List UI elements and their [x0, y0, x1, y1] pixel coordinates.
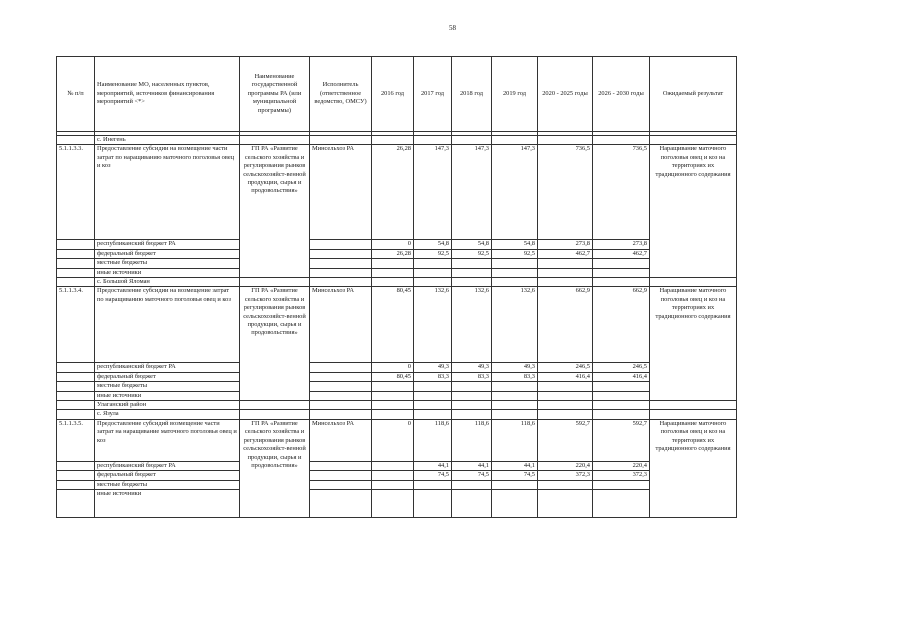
- settlement-name: с. Большой Яломан: [95, 278, 240, 287]
- value-2016: 26,28: [372, 145, 414, 240]
- executor: Минсельхоз РА: [310, 419, 372, 461]
- source-label: местные бюджеты: [95, 259, 240, 268]
- source-row: [57, 461, 737, 470]
- program-name: ГП РА «Развитие сельского хозяйства и регулирования рынков сельскохозяйст-венной продукции, сырья и продовольствия»: [240, 287, 310, 401]
- settlement-row: [57, 136, 737, 145]
- header-2018: 2018 год: [452, 57, 492, 132]
- value-2019: 147,3: [492, 145, 538, 240]
- source-row: [57, 363, 737, 372]
- source-value: 26,28: [372, 249, 414, 258]
- source-label: республиканский бюджет РА: [95, 461, 240, 470]
- source-label: иные источники: [95, 268, 240, 277]
- source-value: [372, 461, 414, 470]
- source-row: [57, 268, 737, 277]
- value-2019: 132,6: [492, 287, 538, 363]
- source-value: 220,4: [538, 461, 593, 470]
- settlement-row: [57, 278, 737, 287]
- source-value: 83,3: [452, 372, 492, 381]
- measure-num: 5.1.1.3.5.: [57, 419, 95, 461]
- executor: Минсельхоз РА: [310, 145, 372, 240]
- source-value: 83,3: [414, 372, 452, 381]
- source-label: местные бюджеты: [95, 480, 240, 489]
- source-label: федеральный бюджет: [95, 249, 240, 258]
- source-value: 74,5: [492, 471, 538, 480]
- source-value: 273,8: [593, 240, 650, 249]
- header-row: [57, 57, 737, 132]
- source-value: 462,7: [593, 249, 650, 258]
- source-value: 49,3: [492, 363, 538, 372]
- value-2016: 0: [372, 419, 414, 461]
- source-value: 54,8: [414, 240, 452, 249]
- source-label: местные бюджеты: [95, 382, 240, 391]
- page-number: 58: [449, 24, 456, 32]
- source-value: 44,1: [414, 461, 452, 470]
- measure-row: [57, 419, 737, 461]
- settlement-name: с. Инегень: [95, 136, 240, 145]
- source-value: 220,4: [593, 461, 650, 470]
- expected-result: Наращивание маточного поголовья овец и коз на территориях их традиционного содержания: [650, 287, 737, 401]
- header-2020-2025: 2020 - 2025 годы: [538, 57, 593, 132]
- source-value: 372,3: [538, 471, 593, 480]
- district-row: [57, 401, 737, 410]
- measure-num: 5.1.1.3.4.: [57, 287, 95, 363]
- source-value: 273,8: [538, 240, 593, 249]
- source-label: иные источники: [95, 391, 240, 400]
- source-value: 416,4: [593, 372, 650, 381]
- value-2017: 147,3: [414, 145, 452, 240]
- measure-row: [57, 287, 737, 363]
- source-value: 49,3: [414, 363, 452, 372]
- value-2026-2030: 736,5: [593, 145, 650, 240]
- program-name: ГП РА «Развитие сельского хозяйства и регулирования рынков сельскохозяйст-венной продукции, сырья и продовольствия»: [240, 419, 310, 517]
- source-row: [57, 480, 737, 489]
- source-label: республиканский бюджет РА: [95, 363, 240, 372]
- source-row: [57, 391, 737, 400]
- source-label: республиканский бюджет РА: [95, 240, 240, 249]
- header-num: № п/п: [57, 57, 95, 132]
- source-value: 92,5: [452, 249, 492, 258]
- source-label: федеральный бюджет: [95, 372, 240, 381]
- source-row: [57, 259, 737, 268]
- header-result: Ожидаемый результат: [650, 57, 737, 132]
- value-2020-2025: 662,9: [538, 287, 593, 363]
- source-label: иные источники: [95, 490, 240, 518]
- source-value: 246,5: [538, 363, 593, 372]
- value-2017: 118,6: [414, 419, 452, 461]
- program-table: [56, 56, 737, 518]
- header-name: Наименование МО, населенных пунктов, мероприятий, источников финансирования мероприятий <*>: [95, 57, 240, 132]
- header-2019: 2019 год: [492, 57, 538, 132]
- source-value: 44,1: [492, 461, 538, 470]
- source-row: [57, 249, 737, 258]
- source-value: 49,3: [452, 363, 492, 372]
- source-value: 74,5: [414, 471, 452, 480]
- source-value: 246,5: [593, 363, 650, 372]
- executor: Минсельхоз РА: [310, 287, 372, 363]
- header-2026-2030: 2026 - 2030 годы: [593, 57, 650, 132]
- value-2016: 80,45: [372, 287, 414, 363]
- header-executor: Исполнитель (ответственное ведомство, ОМСУ): [310, 57, 372, 132]
- value-2019: 118,6: [492, 419, 538, 461]
- value-2020-2025: 736,5: [538, 145, 593, 240]
- value-2018: 147,3: [452, 145, 492, 240]
- program-name: ГП РА «Развитие сельского хозяйства и регулирования рынков сельскохозяйст-венной продукции, сырья и продовольствия»: [240, 145, 310, 278]
- measure-num: 5.1.1.3.3.: [57, 145, 95, 240]
- source-value: 462,7: [538, 249, 593, 258]
- measure-title: Предоставление субсидий возмещение части затрат на наращивание маточного поголовья овец и коз: [95, 419, 240, 461]
- source-row: [57, 490, 737, 518]
- source-value: 0: [372, 240, 414, 249]
- measure-title: Предоставление субсидии на возмещение части затрат по наращиванию маточного поголовья овец и коз: [95, 145, 240, 240]
- source-row: [57, 471, 737, 480]
- measure-title: Предоставление субсидии на возмещение затрат по наращиванию маточного поголовья овец и коз: [95, 287, 240, 363]
- source-row: [57, 240, 737, 249]
- source-row: [57, 382, 737, 391]
- settlement-row: [57, 410, 737, 419]
- source-value: 54,8: [492, 240, 538, 249]
- source-value: 83,3: [492, 372, 538, 381]
- source-value: 92,5: [414, 249, 452, 258]
- header-2017: 2017 год: [414, 57, 452, 132]
- settlement-name: с. Язула: [95, 410, 240, 419]
- source-value: 372,3: [593, 471, 650, 480]
- value-2026-2030: 662,9: [593, 287, 650, 363]
- expected-result: Наращивание маточного поголовья овец и коз на территориях их традиционного содержания: [650, 419, 737, 517]
- source-value: 92,5: [492, 249, 538, 258]
- source-value: [372, 471, 414, 480]
- value-2018: 132,6: [452, 287, 492, 363]
- value-2020-2025: 592,7: [538, 419, 593, 461]
- measure-row: [57, 145, 737, 240]
- header-2016: 2016 год: [372, 57, 414, 132]
- source-value: 0: [372, 363, 414, 372]
- expected-result: Наращивание маточного поголовья овец и коз на территориях их традиционного содержания: [650, 145, 737, 278]
- value-2017: 132,6: [414, 287, 452, 363]
- source-value: 80,45: [372, 372, 414, 381]
- district-name: Улаганский район: [95, 401, 240, 410]
- source-row: [57, 372, 737, 381]
- source-value: 74,5: [452, 471, 492, 480]
- header-program: Наименование государственной программы РА (или муниципальной программы): [240, 57, 310, 132]
- source-label: федеральный бюджет: [95, 471, 240, 480]
- value-2018: 118,6: [452, 419, 492, 461]
- source-value: 416,4: [538, 372, 593, 381]
- source-value: 54,8: [452, 240, 492, 249]
- value-2026-2030: 592,7: [593, 419, 650, 461]
- source-value: 44,1: [452, 461, 492, 470]
